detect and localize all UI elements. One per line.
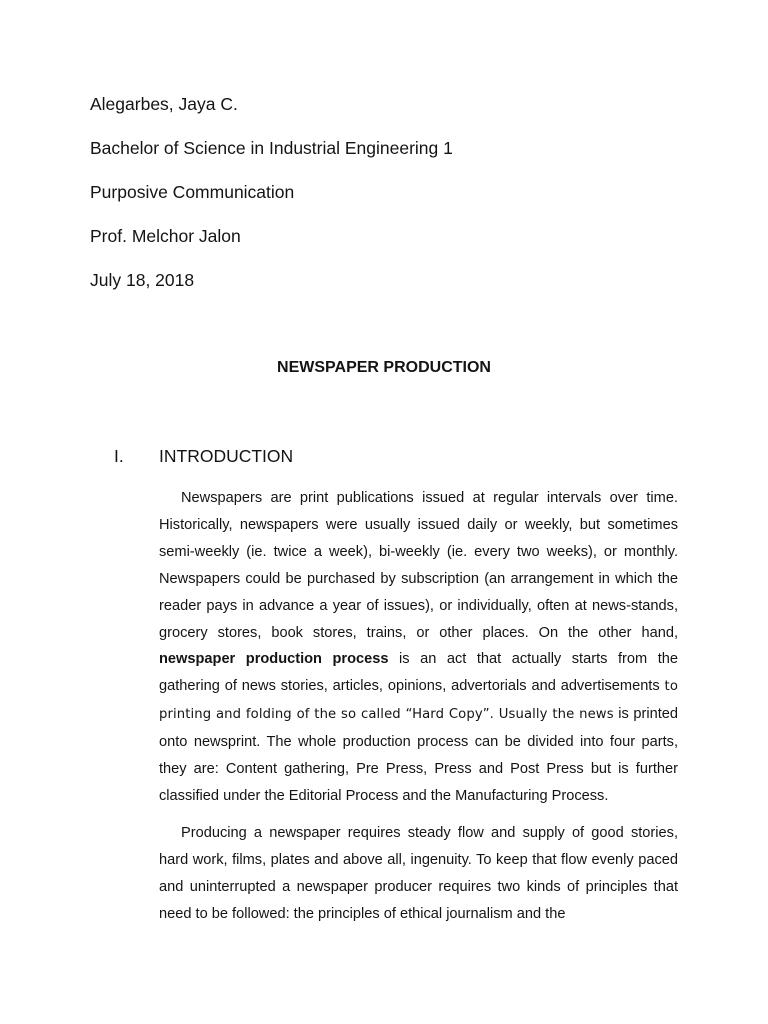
author-name: Alegarbes, Jaya C. (90, 94, 238, 114)
paragraph-1-text-d: is printed onto newsprint. The whole production process can be divided into four parts, they are: Content gathering, Pre Press, Press and Post Press but is further classified under the Editorial Process and the Manufacturing Process. (159, 706, 678, 804)
paragraph-1-text-b: is an act that actually starts from the gathering of news stories, articles, opinions, advertorials and advertisements (159, 651, 678, 695)
subject-name: Purposive Communication (90, 182, 295, 202)
introduction-paragraph-2 (159, 820, 678, 928)
professor-name: Prof. Melchor Jalon (90, 226, 241, 246)
document-date: July 18, 2018 (90, 270, 195, 290)
section-number: I. (114, 446, 124, 466)
paragraph-1-text-c: to printing and folding of the so called “Hard Copy”. Usually the news (159, 679, 678, 723)
course-name: Bachelor of Science in Industrial Engineering 1 (90, 138, 453, 158)
introduction-paragraph-1 (159, 485, 678, 810)
document-title: NEWSPAPER PRODUCTION (277, 359, 491, 376)
paragraph-1-bold-term: newspaper production process (159, 651, 389, 668)
section-heading: INTRODUCTION (159, 446, 294, 466)
paragraph-2-text: Producing a newspaper requires steady flow and supply of good stories, hard work, films, plates and above all, ingenuity. To keep that flow evenly paced and uninterrupted a newspaper producer requires two kinds of principles that need to be followed: the principles of ethical journalism and the (159, 825, 678, 922)
paragraph-1-text-a: Newspapers are print publications issued at regular intervals over time. Historically, newspapers were usually issued daily or weekly, but sometimes semi-weekly (ie. twice a week), bi-weekly (ie. every two weeks), or monthly. Newspapers could be purchased by subscription (an arrangement in which the reader pays in advance a year of issues), or individually, often at news-stands, grocery stores, book stores, trains, or other places. On the other hand, (159, 490, 678, 641)
